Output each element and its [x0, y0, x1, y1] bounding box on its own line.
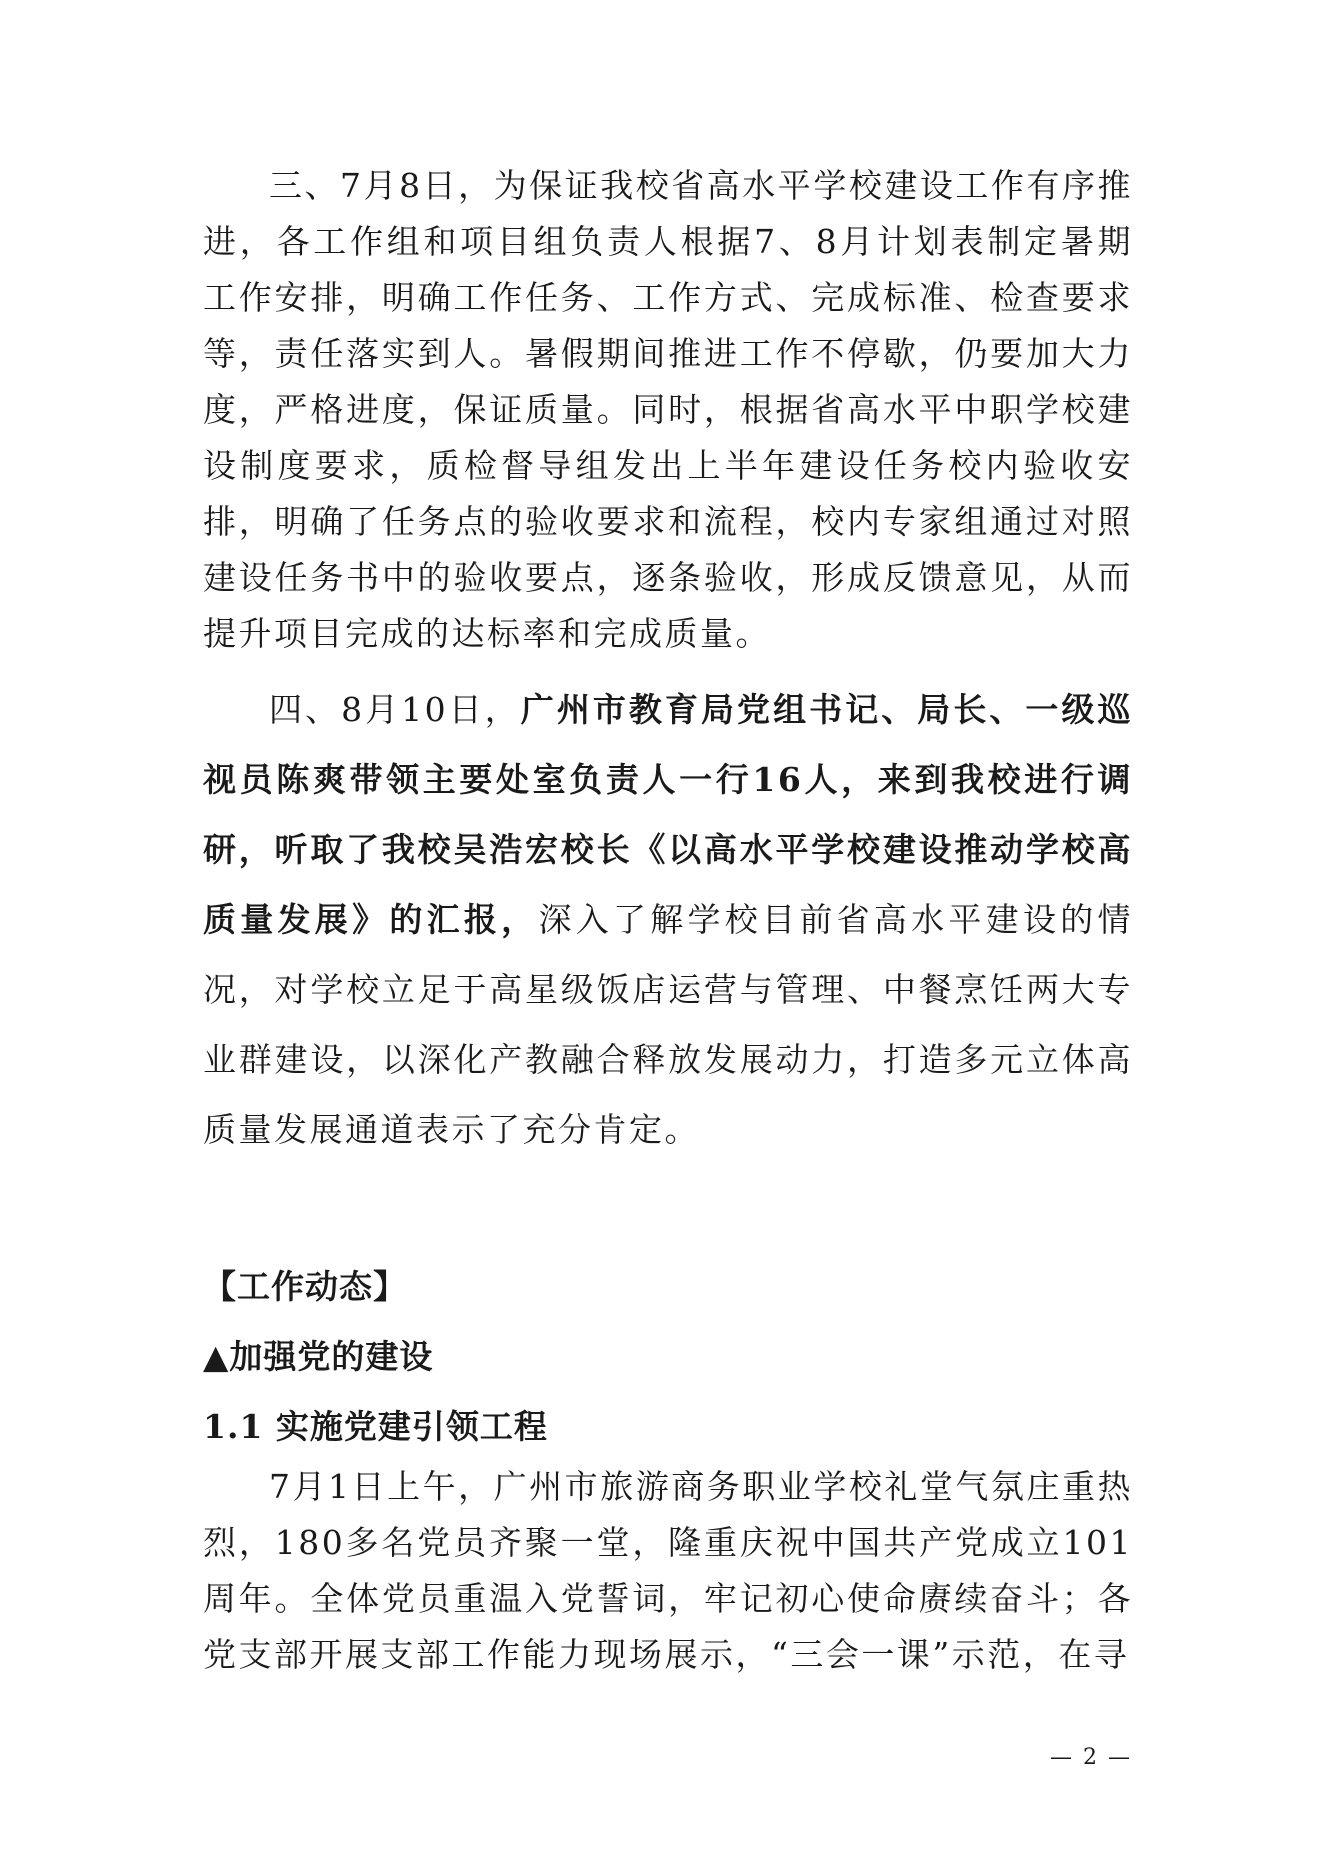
paragraph-item-four	[203, 675, 1133, 1165]
subsection-title: ▲加强党的建设	[203, 1337, 434, 1376]
section-title: 【工作动态】	[203, 1267, 407, 1306]
page-number: — 2 —	[1050, 1745, 1132, 1770]
paragraph-item-three: 三、7月8日，为保证我校省高水平学校建设工作有序推进，各工作组和项目组负责人根据7、8月计划表制定暑期工作安排，明确工作任务、工作方式、完成标准、检查要求等，责任落实到人。暑假期间推进工作不停歇，仍要加大力度，严格进度，保证质量。同时，根据省高水平中职学校建设制度要求，质检督导组发出上半年建设任务校内验收安排，明确了任务点的验收要求和流程，校内专家组通过对照建设任务书中的验收要点，逐条验收，形成反馈意见，从而提升项目完成的达标率和完成质量。	[203, 166, 1133, 653]
subsubsection-title: 1.1 实施党建引领工程	[203, 1407, 548, 1446]
paragraph-four-rest: 深入了解学校目前省高水平建设的情况，对学校立足于高星级饭店运营与管理、中餐烹饪两大专业群建设，以深化产教融合释放发展动力，打造多元立体高质量发展通道表示了充分肯定。	[203, 900, 1134, 1149]
paragraph-four-lead: 四、8月10日，	[269, 690, 521, 729]
section-body-paragraph: 7月1日上午，广州市旅游商务职业学校礼堂气氛庄重热烈，180多名党员齐聚一堂，隆重庆祝中国共产党成立101周年。全体党员重温入党誓词，牢记初心使命赓续奋斗；各党支部开展支部工作能力现场展示，“三会一课”示范，在寻	[203, 1467, 1133, 1674]
document-body	[203, 158, 1133, 1683]
paragraph-four-bold: 广州市教育局党组书记、局长、一级巡视员陈爽带领主要处室负责人一行16人，来到我校进行调研，听取了我校吴浩宏校长《以高水平学校建设推动学校高质量发展》的汇报，	[203, 690, 1133, 939]
